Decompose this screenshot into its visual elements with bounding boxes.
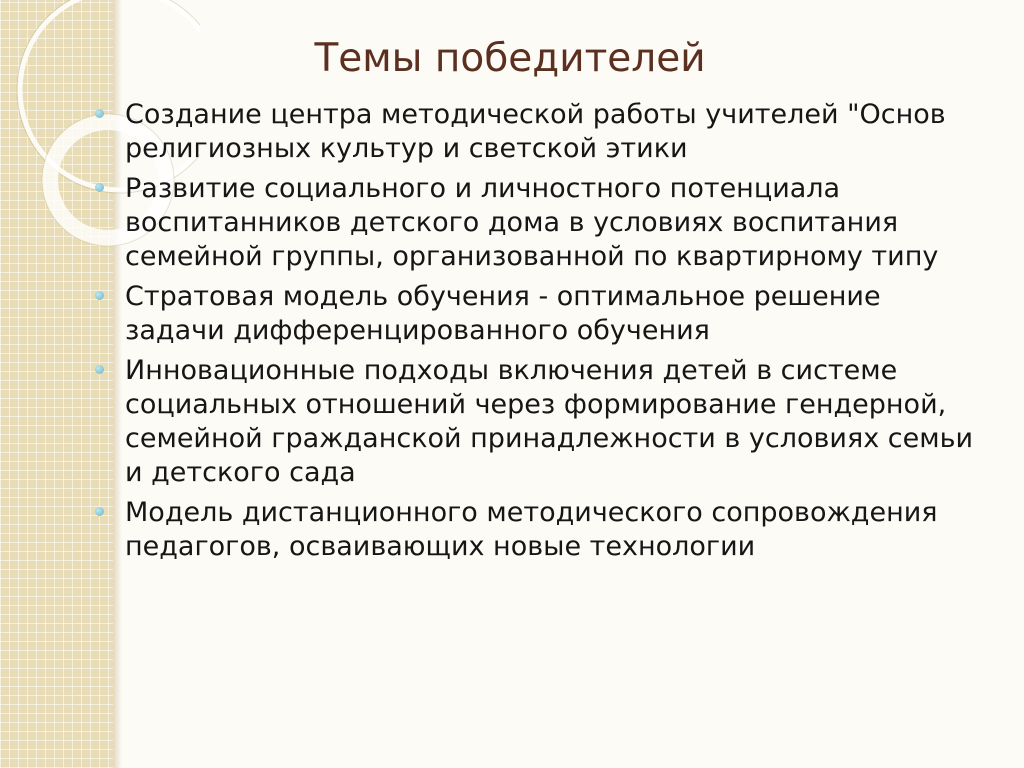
bullet-dot-icon (95, 183, 104, 192)
bullet-item (95, 98, 985, 166)
bullet-text: Стратовая модель обучения - оптимальное решение задачи дифференцированного обучения (125, 281, 881, 346)
bullet-text: Создание центра методической работы учителей "Основ религиозных культур и светской этики (125, 99, 946, 164)
bullet-text: Модель дистанционного методического сопровождения педагогов, осваивающих новые технологии (125, 497, 938, 562)
bullet-item (95, 496, 985, 564)
bullet-item (95, 280, 985, 348)
bullet-item (95, 354, 985, 490)
slide-title: Темы победителей (314, 36, 706, 81)
bullet-text: Развитие социального и личностного потенциала воспитанников детского дома в условиях воспитания семейной группы, организованной по квартирному типу (125, 173, 939, 272)
bullet-dot-icon (95, 291, 104, 300)
bullet-dot-icon (95, 109, 104, 118)
bullet-dot-icon (95, 507, 104, 516)
bullet-list (95, 98, 985, 570)
bullet-dot-icon (95, 365, 104, 374)
bullet-text: Инновационные подходы включения детей в системе социальных отношений через формирование гендерной, семейной гражданской принадлежности в условиях семьи и детского сада (125, 355, 974, 488)
bullet-item (95, 172, 985, 274)
